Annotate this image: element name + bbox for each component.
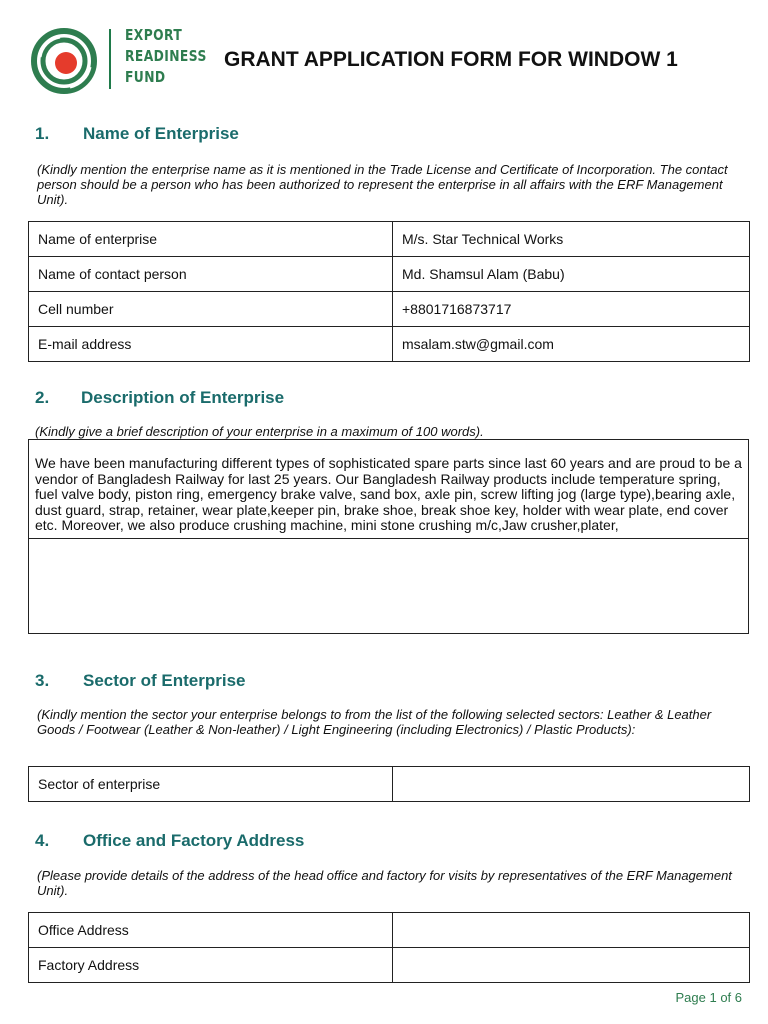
logo-divider [109, 29, 111, 89]
table-row [29, 913, 750, 948]
section-2-heading: 2. Description of Enterprise [35, 388, 285, 407]
factory-address-cell[interactable] [393, 948, 750, 983]
section-3-note: (Kindly mention the sector your enterprise belongs to from the list of the following selected sectors: Leather & Leather Goods / Footwear (Leather & Non-leather) / Light Engineering (including Electronics) / Plastic Products): [37, 707, 712, 737]
table-row [29, 222, 750, 257]
enterprise-table [28, 221, 750, 362]
label-cell: Cell number [29, 292, 393, 327]
section-4-heading: 4. Office and Factory Address [35, 831, 305, 850]
label-cell: Factory Address [29, 948, 393, 983]
label-cell: E-mail address [29, 327, 393, 362]
office-address-cell[interactable] [393, 913, 750, 948]
label-cell: Name of enterprise [29, 222, 393, 257]
sector-value-cell[interactable] [393, 767, 750, 802]
description-divider [29, 538, 748, 539]
table-row [29, 948, 750, 983]
value-cell[interactable]: +8801716873717 [393, 292, 750, 327]
form-title: GRANT APPLICATION FORM FOR WINDOW 1 [224, 48, 678, 71]
value-cell[interactable]: M/s. Star Technical Works [393, 222, 750, 257]
label-cell: Name of contact person [29, 257, 393, 292]
section-4-note: (Please provide details of the address of the head office and factory for visits by representatives of the ERF Management Unit). [37, 868, 732, 898]
description-text: We have been manufacturing different types of sophisticated spare parts since last 60 years and are proud to be a vendor of Bangladesh Railway for last 25 years. Our Bangladesh Railway products include temperature spring, fuel valve body, piston ring, emergency brake valve, sand box, axle pin, screw lifting jog (large type),bearing axle, dust guard, strap, retainer, wear plate,keeper pin, brake shoe, break shoe key, holder with wear plate, end cover etc. Moreover, we also produce crushing machine, mini stone crushing m/c,Jaw crusher,plater, [35, 455, 742, 533]
description-box[interactable] [28, 439, 749, 634]
section-1-heading: 1. Name of Enterprise [35, 124, 239, 143]
table-row [29, 327, 750, 362]
section-2-note: (Kindly give a brief description of your enterprise in a maximum of 100 words). [35, 424, 484, 439]
page-number: Page 1 of 6 [675, 990, 742, 1005]
table-row [29, 292, 750, 327]
table-row [29, 257, 750, 292]
section-3-heading: 3. Sector of Enterprise [35, 671, 246, 690]
erf-logo-icon [30, 27, 98, 95]
table-row [29, 767, 750, 802]
sector-table [28, 766, 750, 802]
label-cell: Office Address [29, 913, 393, 948]
value-cell[interactable]: Md. Shamsul Alam (Babu) [393, 257, 750, 292]
address-table [28, 912, 750, 983]
section-1-note: (Kindly mention the enterprise name as it is mentioned in the Trade License and Certificate of Incorporation. The contact person should be a person who has been authorized to represent the enterprise in all affairs with the ERF Management Unit). [37, 162, 728, 207]
label-cell: Sector of enterprise [29, 767, 393, 802]
logo-wordmark: EXPORT READINESS FUND [125, 26, 207, 86]
value-cell[interactable]: msalam.stw@gmail.com [393, 327, 750, 362]
